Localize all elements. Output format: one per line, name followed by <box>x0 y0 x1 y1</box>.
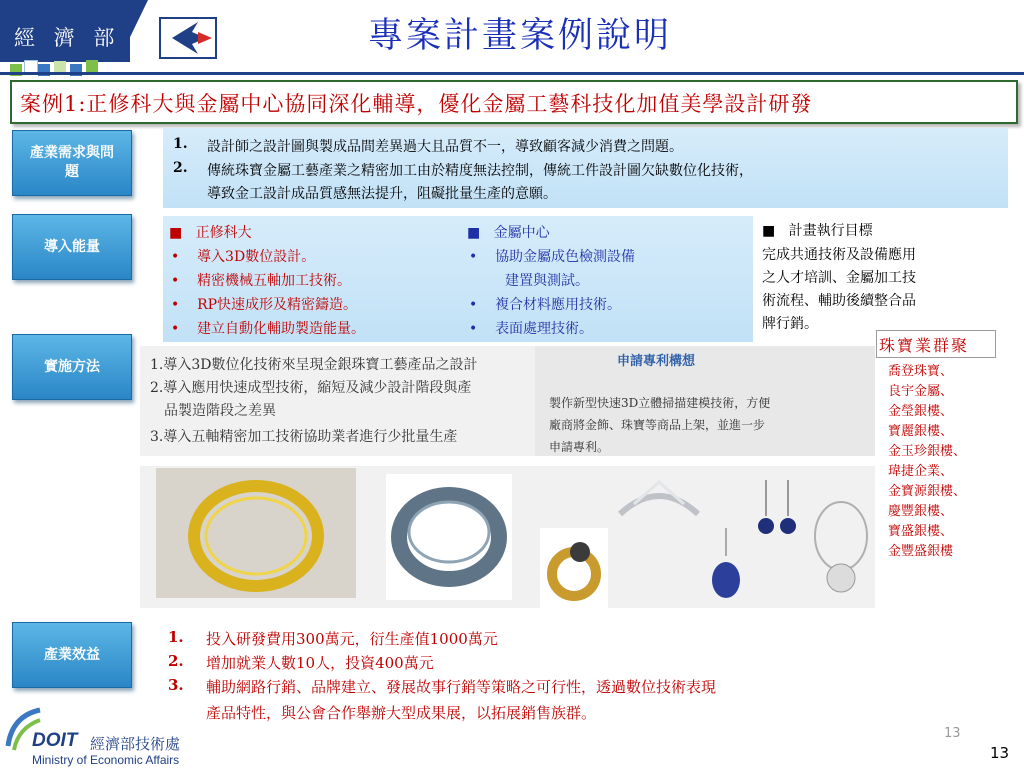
benefit-text: 輔助網路行銷、品牌建立、發展故事行銷等策略之可行性，透過數位技術表現 <box>206 678 717 696</box>
cluster-member: 寶盛銀樓、 <box>888 524 954 539</box>
patent-line: 申請專利。 <box>549 440 610 454</box>
method-image-panel <box>140 346 875 608</box>
benefit-list <box>168 624 968 734</box>
need-text-2: 傳統珠寶金屬工藝產業之精密加工由於精度無法控制，傳統工件設計圖欠缺數位化技術， <box>207 163 753 179</box>
header-org: 經 濟 部 <box>14 26 121 50</box>
page-title: 專案計畫案例說明 <box>367 16 672 56</box>
panel-gap <box>140 456 875 466</box>
cap-col2-item: • 協助金屬成色檢測設備 <box>469 249 636 265</box>
method-line: 3.導入五軸精密加工技術協助業者進行少批量生產 <box>150 429 458 445</box>
doit-logo-text: DOIT <box>32 730 78 751</box>
goal-line: 牌行銷。 <box>762 316 818 332</box>
necklace-photo <box>810 496 872 604</box>
patent-box <box>535 346 875 456</box>
benefit-num: 1. <box>168 628 184 646</box>
method-line: 品製造階段之差異 <box>164 403 276 419</box>
cap-col1-item: • RP快速成形及精密鑄造。 <box>171 297 358 313</box>
cluster-title: 珠寶業群聚 <box>879 336 970 355</box>
footer-org-cn: 經濟部技術處 <box>90 735 181 753</box>
tiara-photo <box>614 474 704 534</box>
goal-line: 之人才培訓、金屬加工技 <box>762 270 916 286</box>
cluster-member: 金玉珍銀樓、 <box>888 444 967 459</box>
cluster-member: 金豐盛銀樓 <box>888 544 954 559</box>
gold-ring-photo <box>540 528 608 608</box>
benefit-text-cont: 產品特性，與公會合作舉辦大型成果展，以拓展銷售族群。 <box>206 704 597 722</box>
cap-col2-item: • 複合材料應用技術。 <box>469 297 622 313</box>
cap-col1-item: • 建立自動化輔助製造能量。 <box>171 321 366 337</box>
cap-col1-item: • 精密機械五軸加工技術。 <box>171 273 352 289</box>
case-title-text: 案例1:正修科大與金屬中心協同深化輔導，優化金屬工藝科技化加值美學設計研發 <box>20 92 813 116</box>
label-industry-need: 產業需求與問題 <box>12 130 132 196</box>
method-line: 1.導入3D數位化技術來呈現金銀珠寶工藝產品之設計 <box>150 357 478 373</box>
goal-line: 完成共通技術及設備應用 <box>762 247 916 263</box>
header-slant <box>118 0 148 62</box>
cluster-member: 慶豐銀樓、 <box>888 504 954 519</box>
cluster-member: 良宇金屬、 <box>888 384 954 399</box>
slide-number-faint: 13 <box>944 726 961 741</box>
cap-col2-heading: ■ 金屬中心 <box>467 225 550 241</box>
need-text-2b: 導致金工設計成品質感無法提升，阻礙批量生產的意願。 <box>207 186 557 202</box>
moea-logo-icon <box>158 16 218 60</box>
goal-heading: ■ 計畫執行目標 <box>762 223 873 239</box>
capability-panel <box>163 216 753 342</box>
benefit-num: 2. <box>168 652 184 670</box>
footer-org-en: Ministry of Economic Affairs <box>32 753 180 767</box>
cluster-member: 瑋捷企業、 <box>888 464 954 479</box>
cluster-member: 金瑩銀樓、 <box>888 404 954 419</box>
cap-col2-item-cont: 建置與測試。 <box>505 273 589 289</box>
cluster-member: 金寶源銀樓、 <box>888 484 967 499</box>
label-benefit: 產業效益 <box>12 622 132 688</box>
cluster-member: 喬登珠寶、 <box>888 364 954 379</box>
benefit-text: 增加就業人數10人，投資400萬元 <box>206 654 434 672</box>
patent-title: 申請專利構想 <box>617 354 696 369</box>
patent-line: 廠商將金飾、珠寶等商品上架，並進一步 <box>549 418 766 432</box>
goal-box <box>758 216 1008 336</box>
cluster-member: 寶麗銀樓、 <box>888 424 954 439</box>
goal-line: 術流程、輔助後續整合品 <box>762 293 916 309</box>
cap-col1-heading: ■ 正修科大 <box>169 225 252 241</box>
method-line: 2.導入應用快速成型技術，縮短及減少設計階段與產 <box>150 380 472 396</box>
label-capability: 導入能量 <box>12 214 132 280</box>
need-panel <box>163 128 1008 208</box>
cap-col2-item: • 表面處理技術。 <box>469 321 594 337</box>
gold-bangle-photo <box>156 468 356 598</box>
label-method: 實施方法 <box>12 334 132 400</box>
cap-col1-item: • 導入3D數位設計。 <box>171 249 316 265</box>
header-rule <box>0 72 1024 75</box>
slide-number: 13 <box>990 744 1010 762</box>
benefit-num: 3. <box>168 676 184 694</box>
need-text-1: 設計師之設計圖與製成品間差異過大且品質不一，導致顧客減少消費之問題。 <box>207 139 683 155</box>
cluster-list <box>888 360 1020 580</box>
need-num-2: 2. <box>173 160 188 176</box>
benefit-text: 投入研發費用300萬元，衍生產值1000萬元 <box>206 630 498 648</box>
prototype-bangle-photo <box>386 474 512 600</box>
patent-line: 製作新型快速3D立體掃描建模技術，方便 <box>549 396 771 410</box>
need-num-1: 1. <box>173 136 188 152</box>
earrings-photo <box>752 476 802 546</box>
cluster-title-box <box>876 330 996 358</box>
sapphire-pendant-photo <box>706 526 746 606</box>
case-title-bar <box>10 80 1018 124</box>
